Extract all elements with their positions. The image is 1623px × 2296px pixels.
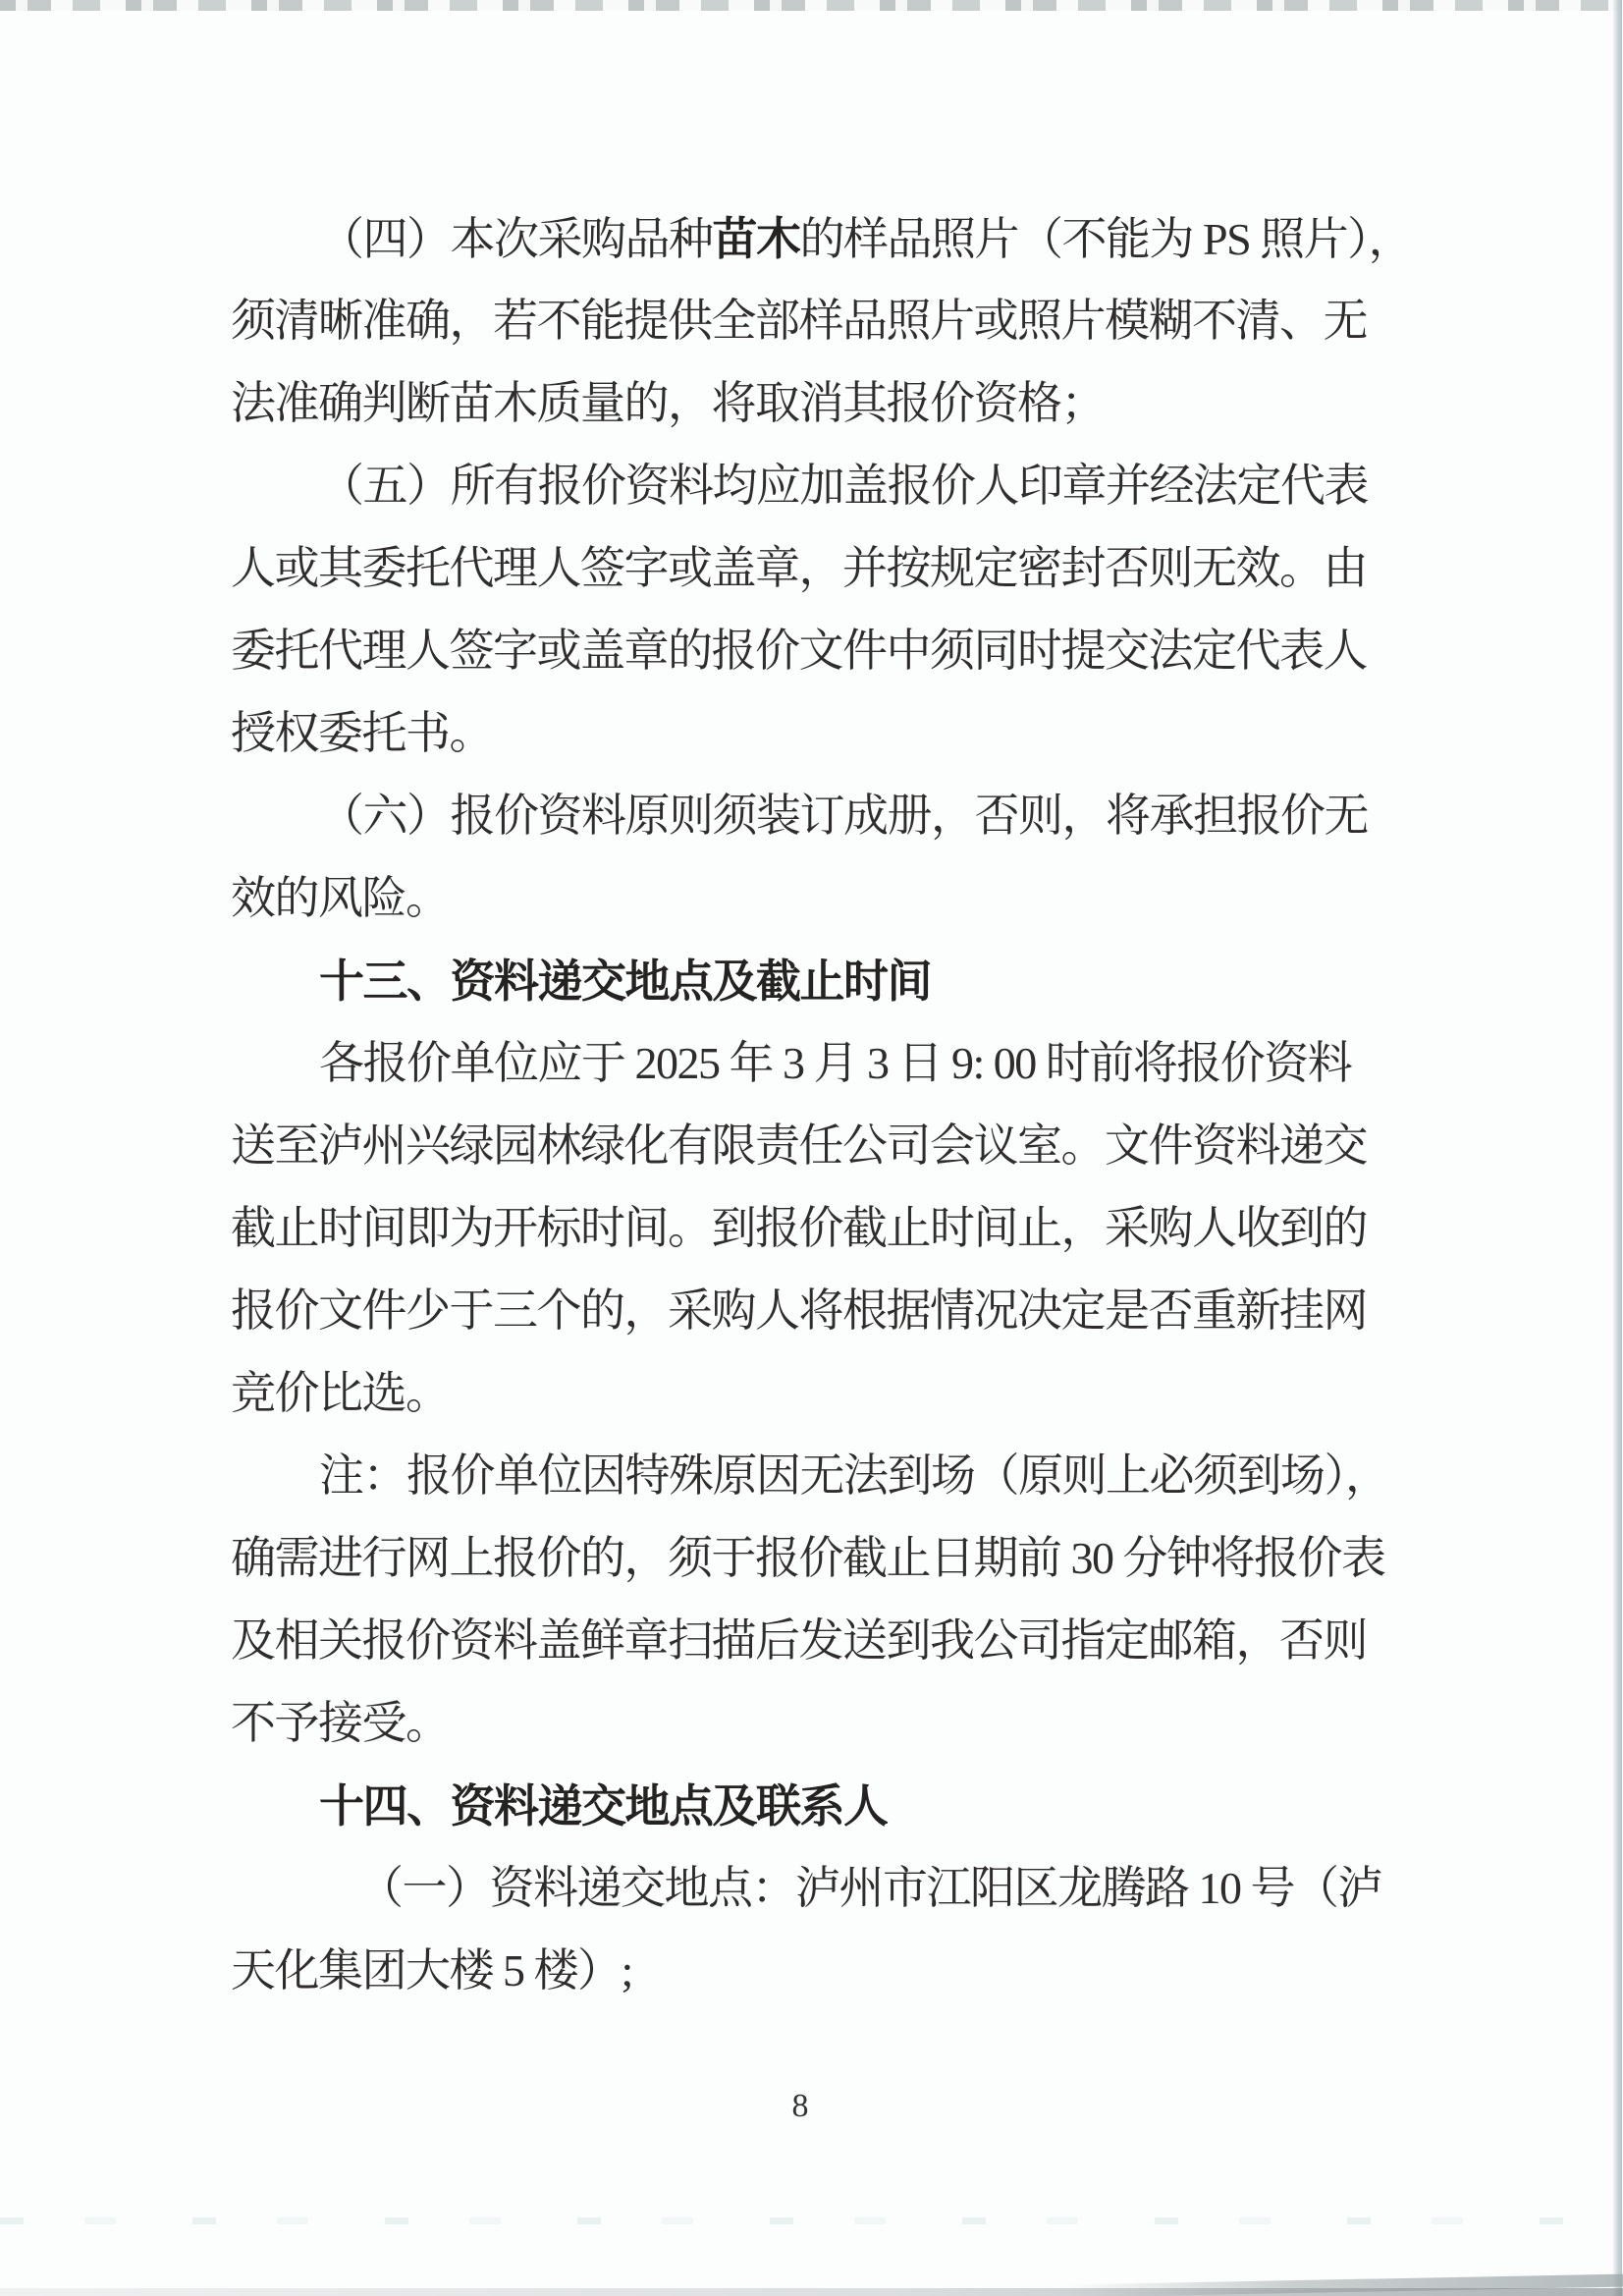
text-line [231, 445, 1412, 527]
text-segment: 截止时间即为开标时间。到报价截止时间止，采购人收到的 [231, 1203, 1367, 1253]
text-line [231, 775, 1412, 857]
text-segment: 竞价比选。 [231, 1368, 450, 1418]
text-segment: （四）本次采购品种 [319, 214, 713, 264]
scan-artifact-right-edge [1612, 0, 1622, 2296]
section-heading-line [231, 940, 1412, 1022]
text-segment: （五）所有报价资料均应加盖报价人印章并经法定代表 [319, 461, 1368, 511]
document-body [231, 197, 1412, 2012]
text-line [231, 692, 1412, 775]
text-segment: 不予接受。 [231, 1698, 450, 1748]
text-segment: 须清晰准确，若不能提供全部样品照片或照片模糊不清、无 [231, 296, 1367, 346]
text-line [231, 1187, 1412, 1270]
text-line [231, 1517, 1412, 1600]
section-heading-line [231, 1765, 1412, 1847]
scan-artifact-dash-row [0, 2217, 1623, 2224]
text-segment: 授权委托书。 [231, 708, 493, 758]
text-line [231, 1847, 1412, 1930]
text-line [231, 527, 1412, 610]
text-line [231, 610, 1412, 692]
text-line [231, 1022, 1412, 1105]
text-line [231, 362, 1412, 445]
text-line [231, 1105, 1412, 1187]
text-segment: 十四、资料递交地点及联系人 [319, 1780, 888, 1831]
text-line [231, 197, 1412, 280]
text-segment: （一）资料递交地点：泸州市江阳区龙腾路 10 号（泸 [358, 1863, 1381, 1913]
scan-artifact-top-edge [0, 0, 1623, 11]
text-segment: 送至泸州兴绿园林绿化有限责任公司会议室。文件资料递交 [231, 1121, 1367, 1171]
text-segment: 及相关报价资料盖鲜章扫描后发送到我公司指定邮箱，否则 [231, 1615, 1367, 1666]
text-line [231, 1435, 1412, 1517]
text-line [231, 857, 1412, 940]
text-segment: 十三、资料递交地点及截止时间 [319, 956, 931, 1007]
text-line [231, 1600, 1412, 1682]
text-segment: 天化集团大楼 5 楼）; [231, 1945, 632, 1995]
text-segment: 委托代理人签字或盖章的报价文件中须同时提交法定代表人 [231, 626, 1367, 676]
text-segment: 报价文件少于三个的，采购人将根据情况决定是否重新挂网 [231, 1285, 1367, 1336]
text-segment: 各报价单位应于 2025 年 3 月 3 日 9: 00 时前将报价资料 [319, 1038, 1352, 1088]
page-number: 8 [791, 2088, 809, 2124]
text-line [231, 1682, 1412, 1765]
text-segment: 效的风险。 [231, 873, 450, 923]
text-segment: 注：报价单位因特殊原因无法到场（原则上必须到场）， [319, 1450, 1389, 1501]
text-line [231, 1270, 1412, 1352]
scan-artifact-bottom-edge [0, 2288, 1623, 2296]
bold-text-segment: 苗木 [712, 213, 800, 264]
text-line [231, 1930, 1412, 2012]
text-segment: 确需进行网上报价的，须于报价截止日期前 30 分钟将报价表 [231, 1533, 1385, 1583]
text-line [231, 1352, 1412, 1435]
text-line [231, 280, 1412, 362]
text-segment: 法准确判断苗木质量的，将取消其报价资格； [231, 378, 1105, 428]
text-segment: （六）报价资料原则须装订成册，否则，将承担报价无 [319, 791, 1368, 841]
text-segment: 的样品照片（不能为 PS 照片）， [799, 214, 1413, 264]
text-segment: 人或其委托代理人签字或盖章，并按规定密封否则无效。由 [231, 543, 1367, 593]
